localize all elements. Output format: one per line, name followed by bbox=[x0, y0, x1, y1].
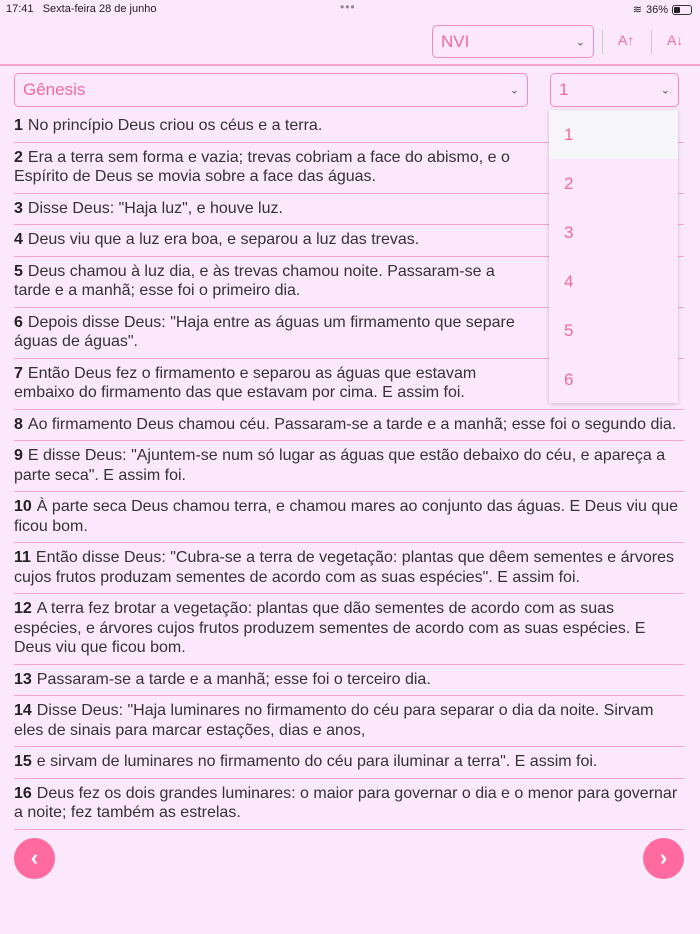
verse-text: No princípio Deus criou os céus e a terra. bbox=[27, 117, 323, 134]
chapter-option[interactable]: 6 bbox=[564, 369, 574, 389]
verse-text: Ao firmamento Deus chamou céu. Passaram-se a tarde e a manhã; esse foi o segundo dia. bbox=[27, 415, 677, 433]
verse-number: 14 bbox=[14, 702, 32, 719]
verse bbox=[14, 597, 684, 665]
wifi-icon: ≋ bbox=[632, 4, 642, 16]
verse-number: 6 bbox=[14, 313, 23, 331]
verse-text: Então disse Deus: "Cubra-se a terra de vegetação: plantas que dêem sementes e árvores cujos frutos produzam sementes de acordo com as suas espécies". E assim foi. bbox=[14, 549, 674, 586]
multitasking-dots[interactable]: ••• bbox=[340, 0, 356, 14]
chevron-right-icon: › bbox=[659, 845, 668, 871]
verse bbox=[14, 668, 684, 697]
verse bbox=[14, 750, 684, 779]
chevron-down-icon: ⌄ bbox=[660, 84, 670, 97]
verse-number: 7 bbox=[14, 364, 23, 382]
verse-number: 1 bbox=[14, 117, 23, 134]
divider bbox=[602, 30, 603, 54]
verse bbox=[14, 444, 684, 492]
verse-text: À parte seca Deus chamou terra, e chamou mares ao conjunto das águas. E Deus viu que ficou bom. bbox=[14, 498, 679, 535]
chapter-select[interactable] bbox=[550, 73, 679, 107]
verse-number: 10 bbox=[14, 498, 32, 515]
chapter-option[interactable]: 2 bbox=[564, 173, 574, 193]
chevron-down-icon: ⌄ bbox=[509, 84, 519, 97]
chapter-navigation bbox=[14, 838, 684, 887]
verse-text: Deus fez os dois grandes luminares: o maior para governar o dia e o menor para governar a noite; fez também as estrelas. bbox=[14, 784, 678, 821]
verse-text: Era a terra sem forma e vazia; trevas cobriam a face do abismo, e o Espírito de Deus se movia sobre a face das águas. bbox=[14, 148, 510, 185]
chevron-left-icon: ‹ bbox=[30, 845, 39, 871]
font-increase-button[interactable]: A↑ bbox=[618, 32, 635, 48]
next-chapter-button[interactable] bbox=[643, 838, 684, 879]
book-value: Gênesis bbox=[23, 80, 86, 99]
font-decrease-button[interactable]: A↓ bbox=[667, 32, 684, 48]
verse-text: E disse Deus: "Ajuntem-se num só lugar as águas que estão debaixo do céu, e apareça a parte seca". E assim foi. bbox=[14, 447, 666, 484]
status-bar bbox=[0, 0, 700, 18]
verse-number: 2 bbox=[14, 148, 23, 166]
verse-number: 13 bbox=[14, 670, 32, 688]
verse bbox=[14, 782, 684, 830]
verse-number: 5 bbox=[14, 262, 23, 280]
toolbar bbox=[0, 18, 700, 66]
verse-text: Deus chamou à luz dia, e às trevas chamou noite. Passaram-se a tarde e a manhã; esse foi o primeiro dia. bbox=[14, 262, 495, 299]
verse bbox=[14, 413, 684, 442]
verse-text: Passaram-se a tarde e a manhã; esse foi o terceiro dia. bbox=[36, 670, 431, 688]
battery-percent: 36% bbox=[645, 3, 668, 16]
verse bbox=[14, 546, 684, 594]
verse-text: A terra fez brotar a vegetação: plantas que dão sementes de acordo com as suas espécies, e árvores cujos frutos produzem sementes de acordo com as suas espécies. E Deus viu que ficou bom. bbox=[14, 600, 646, 656]
version-value: NVI bbox=[441, 31, 470, 51]
verse bbox=[14, 495, 684, 543]
chevron-down-icon: ⌄ bbox=[575, 36, 585, 48]
chapter-option[interactable]: 5 bbox=[564, 320, 574, 340]
verse-number: 12 bbox=[14, 600, 32, 617]
verse-number: 15 bbox=[14, 753, 32, 770]
verse-number: 8 bbox=[14, 415, 23, 433]
verse-number: 3 bbox=[14, 199, 23, 217]
version-select[interactable] bbox=[432, 25, 594, 58]
verse-number: 16 bbox=[14, 784, 32, 802]
chapter-dropdown bbox=[549, 110, 678, 403]
divider bbox=[651, 30, 652, 54]
previous-chapter-button[interactable] bbox=[14, 838, 55, 879]
verse-number: 9 bbox=[14, 447, 23, 464]
verse-text: Disse Deus: "Haja luz", e houve luz. bbox=[27, 199, 283, 217]
verse bbox=[14, 699, 684, 747]
verse-text: e sirvam de luminares no firmamento do céu para iluminar a terra". E assim foi. bbox=[36, 753, 598, 770]
verse-text: Então Deus fez o firmamento e separou as águas que estavam embaixo do firmamento das que estavam por cima. E assim foi. bbox=[14, 364, 477, 401]
book-select[interactable] bbox=[14, 73, 528, 107]
chapter-option[interactable]: 1 bbox=[549, 110, 678, 159]
verse-text: Disse Deus: "Haja luminares no firmamento do céu para separar o dia da noite. Sirvam eles de sinais para marcar estações, dias e anos, bbox=[14, 702, 654, 739]
chapter-option[interactable]: 4 bbox=[564, 271, 574, 291]
chapter-value: 1 bbox=[559, 80, 569, 99]
verse-number: 4 bbox=[14, 231, 23, 248]
battery-icon bbox=[672, 5, 692, 15]
verse-number: 11 bbox=[14, 549, 31, 566]
status-time: 17:41 Sexta-feira 28 de junho bbox=[6, 3, 157, 15]
verse-text: Depois disse Deus: "Haja entre as águas um firmamento que separe águas de águas". bbox=[14, 313, 515, 350]
chapter-option[interactable]: 3 bbox=[564, 222, 574, 242]
verse-text: Deus viu que a luz era boa, e separou a luz das trevas. bbox=[27, 231, 420, 248]
